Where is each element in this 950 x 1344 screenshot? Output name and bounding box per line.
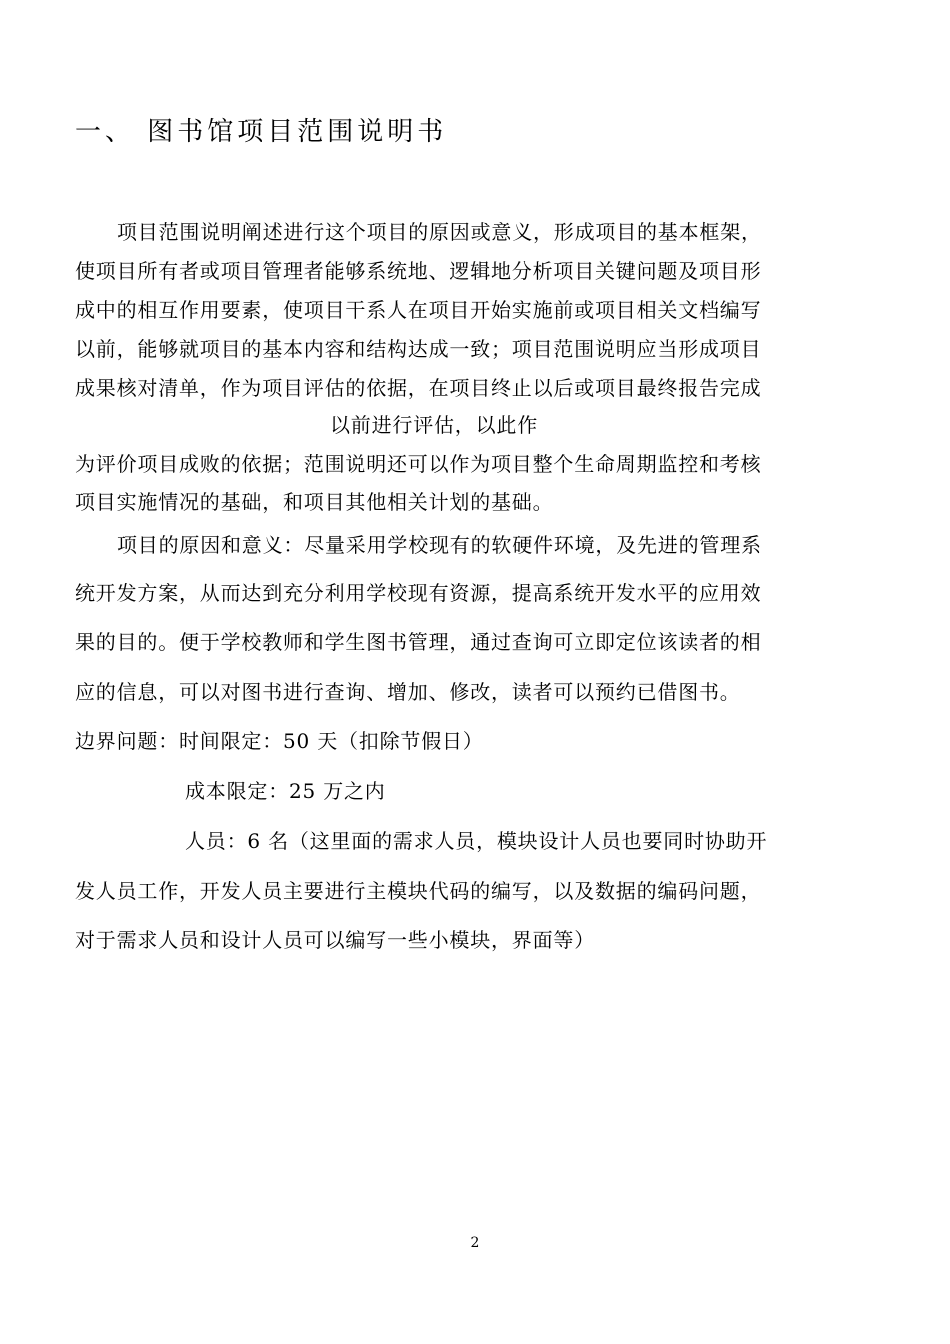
boundary-staff-line: 对于需求人员和设计人员可以编写一些小模块，界面等） (75, 928, 595, 952)
paragraph-line: 项目实施情况的基础，和项目其他相关计划的基础。 (75, 490, 554, 514)
paragraph-line: 项目范围说明阐述进行这个项目的原因或意义，形成项目的基本框架， (117, 220, 762, 244)
paragraph-line: 以前进行评估，以此作 (330, 413, 538, 437)
paragraph-line: 成中的相互作用要素，使项目干系人在项目开始实施前或项目相关文档编写 (75, 298, 762, 322)
paragraph-line: 使项目所有者或项目管理者能够系统地、逻辑地分析项目关键问题及项目形 (75, 259, 762, 283)
paragraph-line: 为评价项目成败的依据；范围说明还可以作为项目整个生命周期监控和考核 (75, 452, 762, 476)
boundary-time-line: 边界问题：时间限定：50 天（扣除节假日） (75, 729, 484, 753)
paragraph-line: 果的目的。便于学校教师和学生图书管理，通过查询可立即定位该读者的相 (75, 630, 762, 654)
boundary-staff-line: 人员：6 名（这里面的需求人员，模块设计人员也要同时协助开 (185, 829, 768, 853)
paragraph-line: 统开发方案，从而达到充分利用学校现有资源，提高系统开发水平的应用效 (75, 581, 762, 605)
boundary-staff-line: 发人员工作，开发人员主要进行主模块代码的编写，以及数据的编码问题， (75, 879, 762, 903)
paragraph-line: 以前，能够就项目的基本内容和结构达成一致；项目范围说明应当形成项目 (75, 337, 762, 361)
page-number: 2 (470, 1235, 480, 1251)
paragraph-line: 应的信息，可以对图书进行查询、增加、修改，读者可以预约已借图书。 (75, 680, 741, 704)
paragraph-line: 成果核对清单，作为项目评估的依据，在项目终止以后或项目最终报告完成 (75, 376, 762, 400)
section-heading: 一、 图书馆项目范围说明书 (75, 117, 448, 147)
boundary-cost-line: 成本限定：25 万之内 (185, 779, 386, 803)
paragraph-line: 项目的原因和意义：尽量采用学校现有的软硬件环境，及先进的管理系 (117, 533, 762, 557)
